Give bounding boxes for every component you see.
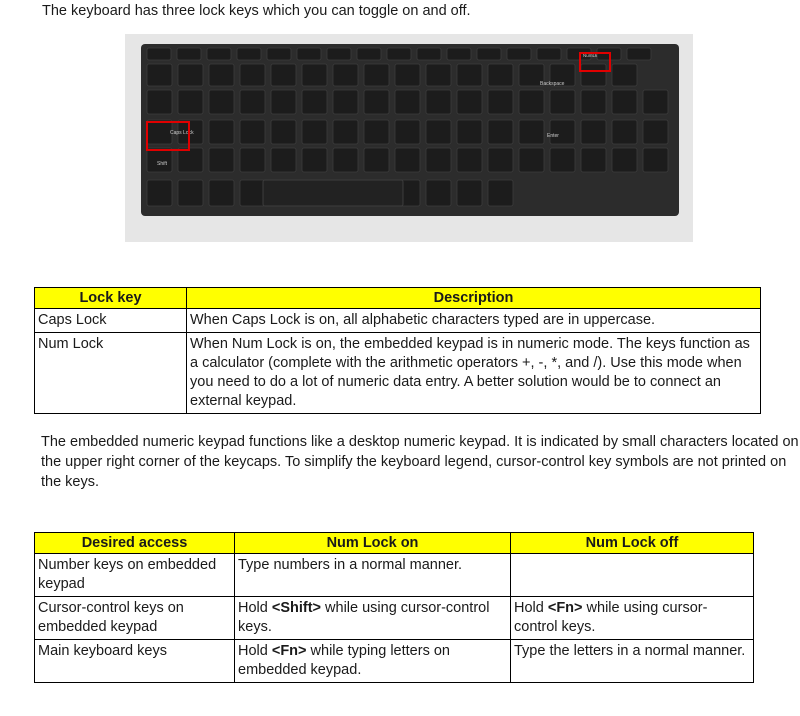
keycap (457, 120, 482, 144)
keycap (302, 120, 327, 144)
keycap (333, 90, 358, 114)
text: while using cursor-control keys. (238, 600, 490, 635)
keycap (240, 120, 265, 144)
keycap (519, 90, 544, 114)
keycap (147, 64, 172, 86)
header-num-lock-on: Num Lock on (235, 533, 511, 554)
text: Hold (514, 600, 548, 616)
keycap (178, 148, 203, 172)
num-lock-off-cell (511, 554, 754, 597)
keycap (395, 120, 420, 144)
spacebar (263, 180, 403, 206)
access-cell: Main keyboard keys (35, 640, 235, 683)
enter-key-label: Enter (547, 133, 559, 139)
keycap (147, 180, 172, 206)
keycap (302, 90, 327, 114)
keycap (240, 180, 265, 206)
keycap (333, 120, 358, 144)
keycap (426, 120, 451, 144)
keycap (271, 148, 296, 172)
keycap (550, 120, 575, 144)
lock-key-cell: Num Lock (35, 333, 187, 414)
keycap (395, 64, 420, 86)
keycap (627, 48, 651, 60)
keycap (357, 48, 381, 60)
lock-keys-table (34, 287, 761, 414)
keycap (612, 64, 637, 86)
num-lock-off-cell (511, 597, 754, 640)
table-row (35, 640, 754, 683)
access-cell: Cursor-control keys on embedded keypad (35, 597, 235, 640)
keyboard-photo (125, 34, 693, 242)
keycap (302, 64, 327, 86)
text: Hold (238, 643, 272, 659)
keycap (147, 90, 172, 114)
keycap (364, 64, 389, 86)
key-name: <Fn> (271, 643, 307, 659)
keycap (207, 48, 231, 60)
keycap (333, 148, 358, 172)
keycap (581, 90, 606, 114)
lock-key-cell: Caps Lock (35, 309, 187, 333)
keycap (426, 148, 451, 172)
keycap (364, 120, 389, 144)
keycap (417, 48, 441, 60)
keycap (550, 148, 575, 172)
keypad-paragraph: The embedded numeric keypad functions like a desktop numeric keypad. It is indicated by small characters located on the upper right corner of the keycaps. To simplify the keyboard legend, cursor-control key symbols are not printed on the keys. (41, 434, 799, 490)
backspace-key-label: Backspace (540, 81, 565, 87)
keycap (612, 120, 637, 144)
text: Hold (238, 600, 272, 616)
keycap (488, 180, 513, 206)
keycap (209, 148, 234, 172)
keycap (477, 48, 501, 60)
keycap (426, 180, 451, 206)
keycap (519, 148, 544, 172)
key-name: <Fn> (547, 600, 583, 616)
keycap (519, 120, 544, 144)
keycap (178, 90, 203, 114)
keycap (297, 48, 321, 60)
keycap (550, 90, 575, 114)
keycap (426, 64, 451, 86)
keycap (426, 90, 451, 114)
keycap (271, 90, 296, 114)
description-cell: When Num Lock is on, the embedded keypad is in numeric mode. The keys function as a calculator (complete with the arithmetic operators +, -, *, and /). Use this mode when you need to do a lot of numeric data entry. A better solution would be to connect an external keypad. (187, 333, 761, 414)
keycap (507, 48, 531, 60)
header-lock-key: Lock key (35, 288, 187, 309)
num-lock-on-cell (235, 597, 511, 640)
key-name: <Shift> (271, 600, 322, 616)
keycap (447, 48, 471, 60)
keycap (581, 120, 606, 144)
keycap (643, 90, 668, 114)
keycap (240, 64, 265, 86)
keycap (209, 90, 234, 114)
table-row (35, 333, 761, 414)
keycap (209, 180, 234, 206)
table-row (35, 554, 754, 597)
keycap (612, 90, 637, 114)
num-lock-on-cell (235, 640, 511, 683)
intro-text: The keyboard has three lock keys which you can toggle on and off. (42, 3, 471, 19)
num-lock-key-label: NumLk (583, 53, 598, 58)
keycap (488, 90, 513, 114)
keycap (267, 48, 291, 60)
keycap (581, 148, 606, 172)
description-cell: When Caps Lock is on, all alphabetic characters typed are in uppercase. (187, 309, 761, 333)
keycap (302, 148, 327, 172)
keycap (240, 148, 265, 172)
keycap (643, 120, 668, 144)
keycap (457, 64, 482, 86)
table-row (35, 597, 754, 640)
keycap (643, 148, 668, 172)
keycap (178, 180, 203, 206)
num-lock-off-cell: Type the letters in a normal manner. (511, 640, 754, 683)
caps-lock-key-label: Caps Lock (170, 130, 194, 136)
keycap (327, 48, 351, 60)
keycap (240, 90, 265, 114)
access-table (34, 532, 754, 683)
header-num-lock-off: Num Lock off (511, 533, 754, 554)
keycap (209, 120, 234, 144)
keycap (271, 120, 296, 144)
keycap (488, 64, 513, 86)
header-description: Description (187, 288, 761, 309)
keycap (457, 180, 482, 206)
keycap (537, 48, 561, 60)
keycap (581, 64, 606, 86)
keycap (271, 64, 296, 86)
keycap (209, 64, 234, 86)
table-row (35, 309, 761, 333)
keycap (147, 120, 172, 144)
keycap (395, 90, 420, 114)
header-desired-access: Desired access (35, 533, 235, 554)
keycap (147, 48, 171, 60)
keycap (488, 148, 513, 172)
num-lock-on-cell: Type numbers in a normal manner. (235, 554, 511, 597)
keycap (237, 48, 261, 60)
shift-key-label: Shift (157, 161, 168, 167)
keycap (395, 148, 420, 172)
keycap (178, 64, 203, 86)
keycap (333, 64, 358, 86)
text: while using cursor-control keys. (514, 600, 708, 635)
text: while typing letters on embedded keypad. (238, 643, 450, 678)
keycap (457, 148, 482, 172)
keycap (364, 90, 389, 114)
keycap (488, 120, 513, 144)
keycap (457, 90, 482, 114)
keycap (612, 148, 637, 172)
keycap (177, 48, 201, 60)
keycap (147, 148, 172, 172)
access-cell: Number keys on embedded keypad (35, 554, 235, 597)
keycap (364, 148, 389, 172)
keycap (387, 48, 411, 60)
